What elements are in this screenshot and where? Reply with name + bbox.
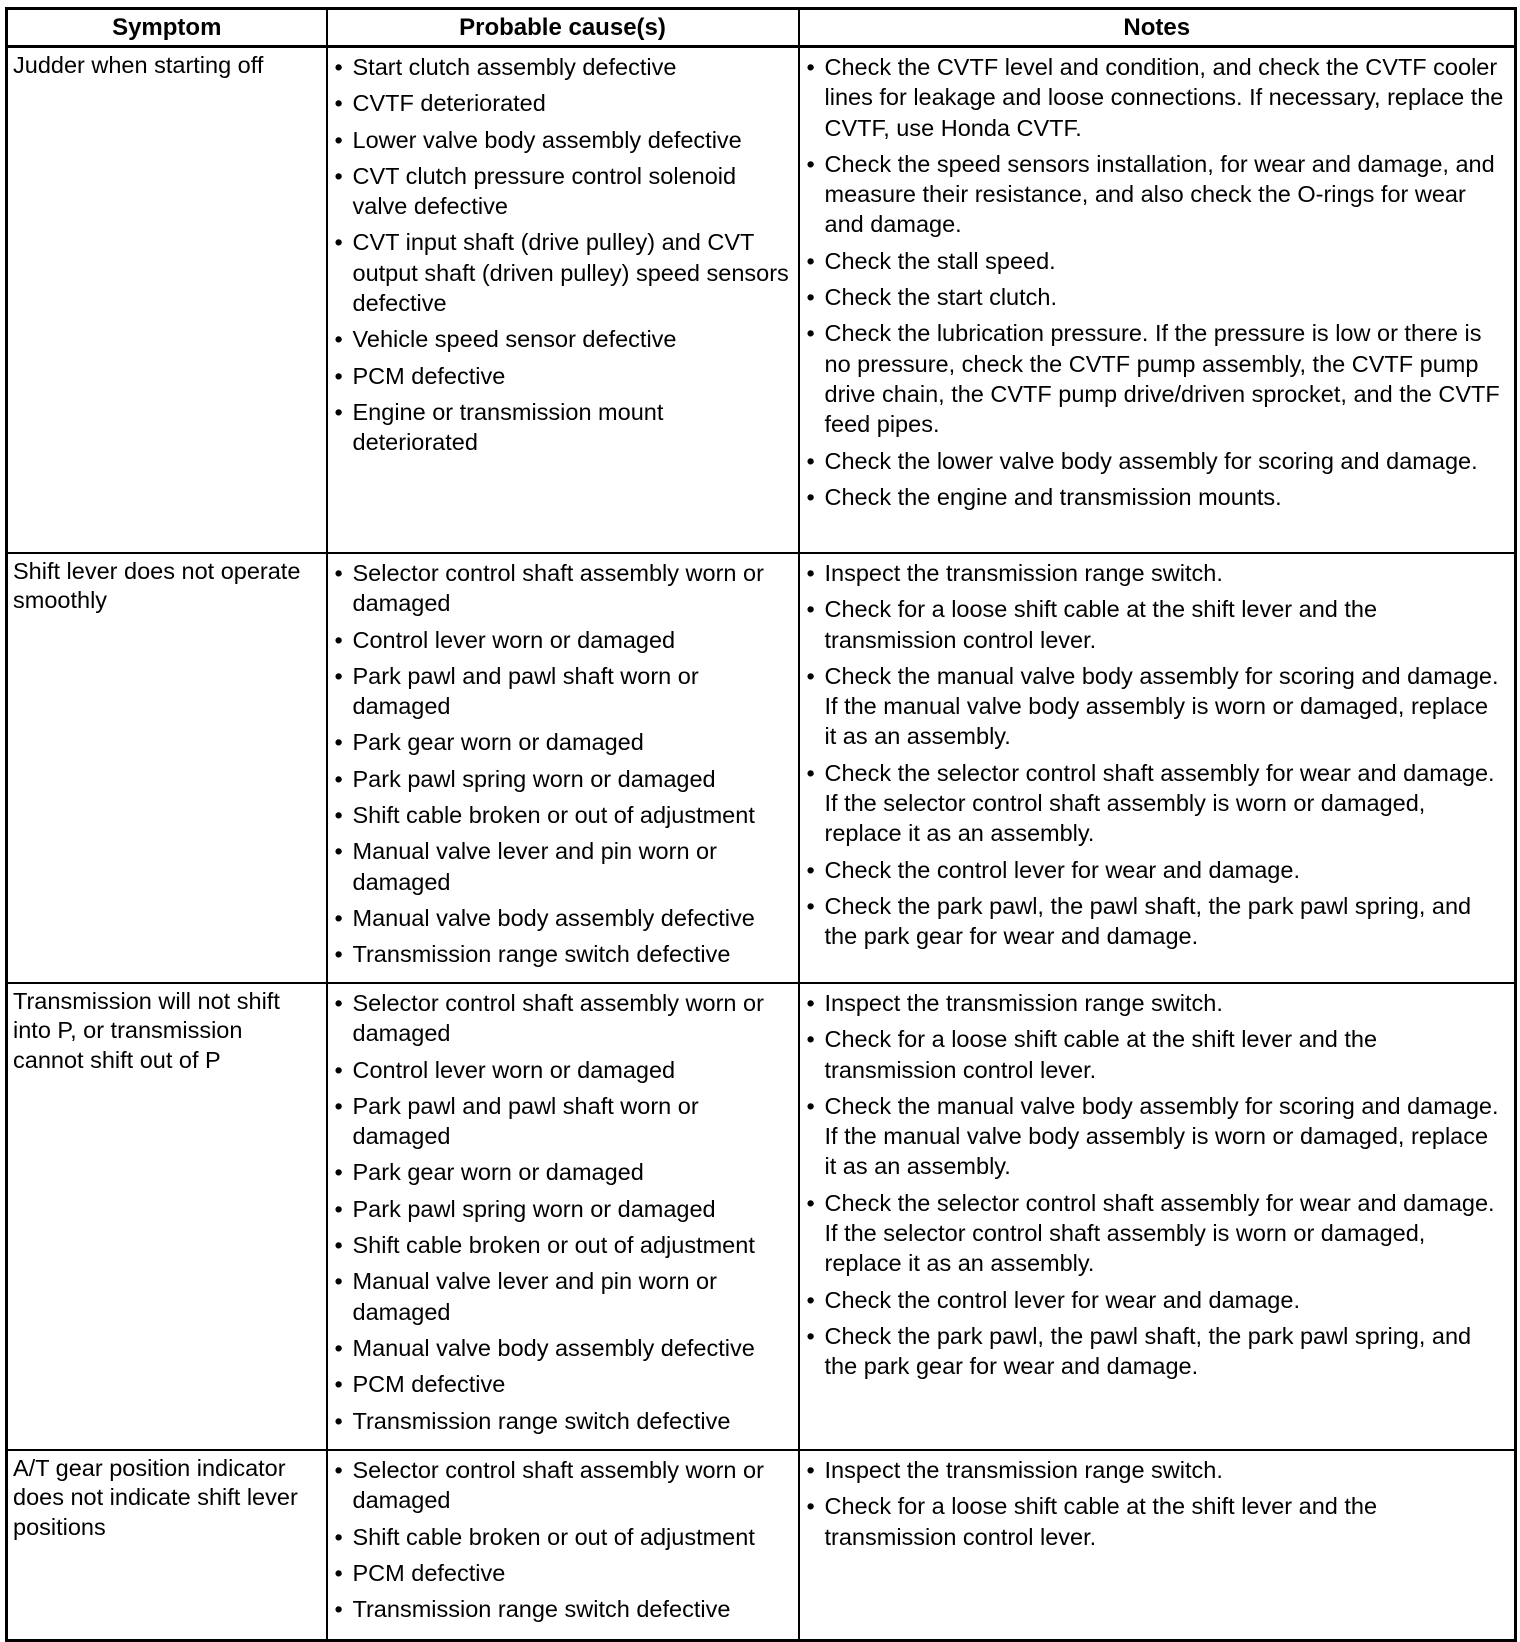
- causes-cell: [327, 1450, 799, 1641]
- notes-list: [806, 1455, 1507, 1552]
- cause-item: • Start clutch assembly defective: [334, 52, 790, 82]
- cause-item: • Park pawl spring worn or damaged: [334, 1194, 790, 1224]
- header-notes: Notes: [799, 9, 1516, 47]
- causes-list: [334, 988, 790, 1436]
- symptom-cell: Judder when starting off: [7, 47, 327, 554]
- cause-item: • Selector control shaft assembly worn or damaged: [334, 1455, 790, 1516]
- cause-item: • Transmission range switch defective: [334, 1594, 790, 1624]
- note-item: • Check the manual valve body assembly for scoring and damage. If the manual valve body assembly is worn or damaged, replace it as an assembly.: [806, 1091, 1507, 1182]
- cause-item: • Shift cable broken or out of adjustment: [334, 800, 790, 830]
- note-item: • Check the start clutch.: [806, 282, 1507, 312]
- note-item: • Check the control lever for wear and damage.: [806, 855, 1507, 885]
- troubleshooting-table: [5, 7, 1517, 1642]
- cause-item: • CVT input shaft (drive pulley) and CVT output shaft (driven pulley) speed sensors defective: [334, 227, 790, 318]
- causes-list: [334, 52, 790, 458]
- symptom-cell: Shift lever does not operate smoothly: [7, 553, 327, 983]
- causes-cell: [327, 47, 799, 554]
- notes-cell: [799, 553, 1516, 983]
- note-item: • Inspect the transmission range switch.: [806, 988, 1507, 1018]
- note-item: • Check the lubrication pressure. If the pressure is low or there is no pressure, check the CVTF pump assembly, the CVTF pump drive chain, the CVTF pump drive/driven sprocket, and the CVTF feed pipes.: [806, 318, 1507, 439]
- note-item: • Check the CVTF level and condition, and check the CVTF cooler lines for leakage and loose connections. If necessary, replace the CVTF, use Honda CVTF.: [806, 52, 1507, 143]
- cause-item: • CVTF deteriorated: [334, 88, 790, 118]
- cause-item: • Control lever worn or damaged: [334, 1055, 790, 1085]
- causes-cell: [327, 553, 799, 983]
- header-row: [7, 9, 1516, 47]
- cause-item: • Vehicle speed sensor defective: [334, 324, 790, 354]
- causes-cell: [327, 983, 799, 1450]
- note-item: • Check for a loose shift cable at the shift lever and the transmission control lever.: [806, 594, 1507, 655]
- note-item: • Check the lower valve body assembly for scoring and damage.: [806, 446, 1507, 476]
- cause-item: • Park pawl and pawl shaft worn or damaged: [334, 1091, 790, 1152]
- cause-item: • Transmission range switch defective: [334, 1406, 790, 1436]
- cause-item: • Selector control shaft assembly worn or damaged: [334, 988, 790, 1049]
- table-row: [7, 983, 1516, 1450]
- cause-item: • Park pawl and pawl shaft worn or damaged: [334, 661, 790, 722]
- troubleshooting-document: [5, 7, 1514, 1642]
- notes-cell: [799, 1450, 1516, 1641]
- note-item: • Check for a loose shift cable at the shift lever and the transmission control lever.: [806, 1491, 1507, 1552]
- note-item: • Check the selector control shaft assembly for wear and damage. If the selector control shaft assembly is worn or damaged, replace it as an assembly.: [806, 1188, 1507, 1279]
- cause-item: • PCM defective: [334, 361, 790, 391]
- symptom-cell: Transmission will not shift into P, or transmission cannot shift out of P: [7, 983, 327, 1450]
- cause-item: • Manual valve body assembly defective: [334, 903, 790, 933]
- notes-cell: [799, 983, 1516, 1450]
- note-item: • Check the park pawl, the pawl shaft, the park pawl spring, and the park gear for wear and damage.: [806, 1321, 1507, 1382]
- note-item: • Check the park pawl, the pawl shaft, the park pawl spring, and the park gear for wear and damage.: [806, 891, 1507, 952]
- cause-item: • Engine or transmission mount deteriorated: [334, 397, 790, 458]
- cause-item: • PCM defective: [334, 1558, 790, 1588]
- causes-list: [334, 558, 790, 970]
- table-row: [7, 1450, 1516, 1641]
- note-item: • Check the manual valve body assembly for scoring and damage. If the manual valve body assembly is worn or damaged, replace it as an assembly.: [806, 661, 1507, 752]
- note-item: • Inspect the transmission range switch.: [806, 1455, 1507, 1485]
- cause-item: • Lower valve body assembly defective: [334, 125, 790, 155]
- note-item: • Check the selector control shaft assembly for wear and damage. If the selector control shaft assembly is worn or damaged, replace it as an assembly.: [806, 758, 1507, 849]
- note-item: • Check the speed sensors installation, for wear and damage, and measure their resistance, and also check the O-rings for wear and damage.: [806, 149, 1507, 240]
- note-item: • Check the control lever for wear and damage.: [806, 1285, 1507, 1315]
- table-row: [7, 47, 1516, 554]
- symptom-cell: A/T gear position indicator does not indicate shift lever positions: [7, 1450, 327, 1641]
- cause-item: • Park pawl spring worn or damaged: [334, 764, 790, 794]
- cause-item: • Control lever worn or damaged: [334, 625, 790, 655]
- note-item: • Check for a loose shift cable at the shift lever and the transmission control lever.: [806, 1024, 1507, 1085]
- note-item: • Inspect the transmission range switch.: [806, 558, 1507, 588]
- table-row: [7, 553, 1516, 983]
- cause-item: • Park gear worn or damaged: [334, 727, 790, 757]
- cause-item: • Shift cable broken or out of adjustment: [334, 1230, 790, 1260]
- cause-item: • CVT clutch pressure control solenoid valve defective: [334, 161, 790, 222]
- notes-list: [806, 558, 1507, 952]
- header-symptom: Symptom: [7, 9, 327, 47]
- notes-list: [806, 988, 1507, 1382]
- cause-item: • Manual valve body assembly defective: [334, 1333, 790, 1363]
- note-item: • Check the engine and transmission mounts.: [806, 482, 1507, 512]
- notes-list: [806, 52, 1507, 512]
- note-item: • Check the stall speed.: [806, 246, 1507, 276]
- header-probable-causes: Probable cause(s): [327, 9, 799, 47]
- cause-item: • PCM defective: [334, 1369, 790, 1399]
- cause-item: • Park gear worn or damaged: [334, 1157, 790, 1187]
- cause-item: • Manual valve lever and pin worn or damaged: [334, 836, 790, 897]
- cause-item: • Selector control shaft assembly worn or damaged: [334, 558, 790, 619]
- cause-item: • Transmission range switch defective: [334, 939, 790, 969]
- cause-item: • Manual valve lever and pin worn or damaged: [334, 1266, 790, 1327]
- causes-list: [334, 1455, 790, 1624]
- cause-item: • Shift cable broken or out of adjustment: [334, 1522, 790, 1552]
- notes-cell: [799, 47, 1516, 554]
